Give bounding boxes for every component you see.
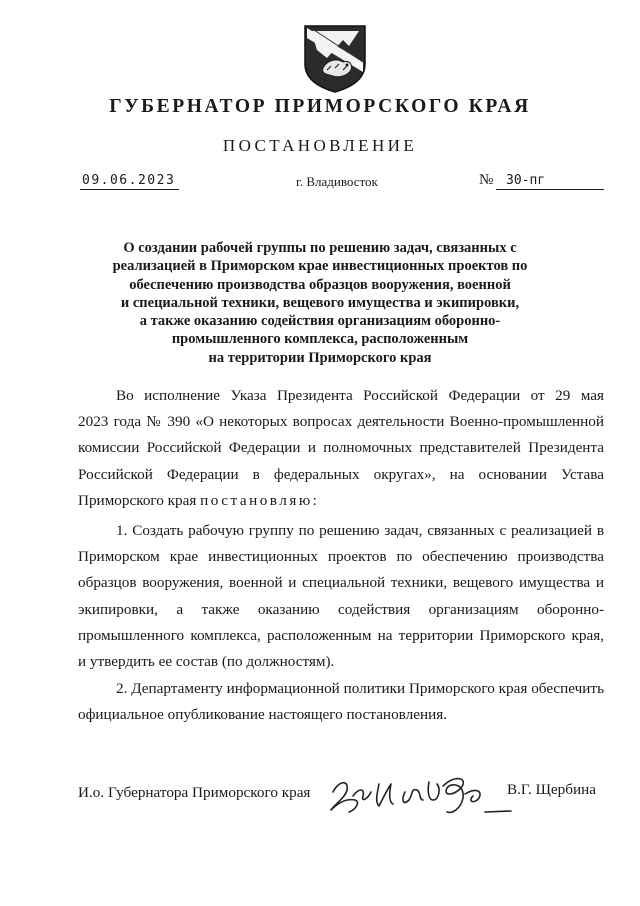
document-title [90,239,550,367]
preamble-paragraph [78,383,604,514]
title-line: промышленного комплекса, расположенным [171,331,469,348]
body-line: Российской Федерации в федеральных округах», на основании Устава [78,465,604,483]
title-line: реализацией в Приморском крае инвестиционных проектов по [112,258,528,275]
coat-of-arms-icon [303,24,367,94]
title-line: на территории Приморского края [208,349,432,366]
title-line: и специальной техники, вещевого имущества и экипировки, [120,294,520,311]
body-line: комиссии Российской Федерации и полномочных представителей Президента [78,439,604,457]
body-line: и утвердить ее состав (по должностям). [78,653,335,671]
body-line: Во исполнение Указа Президента Российской Федерации от 29 мая [116,387,604,404]
body-line: промышленного комплекса, расположенным на территории Приморского края, [78,626,604,644]
body-text: Приморского края [78,491,201,509]
document-number: 30-пг [496,173,604,190]
body-line: 2. Департаменту информационной политики Приморского края обеспечить [116,680,604,697]
title-line: О создании рабочей группы по решению задач, связанных с [123,240,517,256]
body-line [78,488,604,514]
document-type: ПОСТАНОВЛЕНИЕ [222,136,418,155]
signer-name: В.Г. Щербина [507,781,596,798]
signer-title: И.о. Губернатора Приморского края [78,784,311,801]
body-line: образцов вооружения, военной и специальной техники, вещевого имущества и [78,574,604,592]
body-line: 2023 года № 390 «О некоторых вопросах деятельности Военно-промышленной [78,413,604,431]
body-line: экипировки, а также оказанию содействия организациям оборонно- [78,600,604,618]
clause-2-paragraph [78,676,604,728]
clause-1-paragraph [78,518,604,675]
document-date: 09.06.2023 [80,173,179,190]
body-line: Приморском крае инвестиционных проектов по обеспечению производства [78,548,604,566]
signature-icon [325,770,515,818]
body-line: 1. Создать рабочую группу по решению задач, связанных с реализацией в [116,522,604,539]
title-line: обеспечению производства образцов вооружения, военной [129,276,511,293]
resolve-word: постановляю: [200,491,320,509]
title-line: а также оказанию содействия организациям оборонно- [139,313,501,330]
number-sign: № [479,172,494,188]
authority-heading: ГУБЕРНАТОР ПРИМОРСКОГО КРАЯ [109,96,531,117]
document-city: г. Владивосток [296,174,378,189]
body-line: официальное опубликование настоящего постановления. [78,706,447,724]
